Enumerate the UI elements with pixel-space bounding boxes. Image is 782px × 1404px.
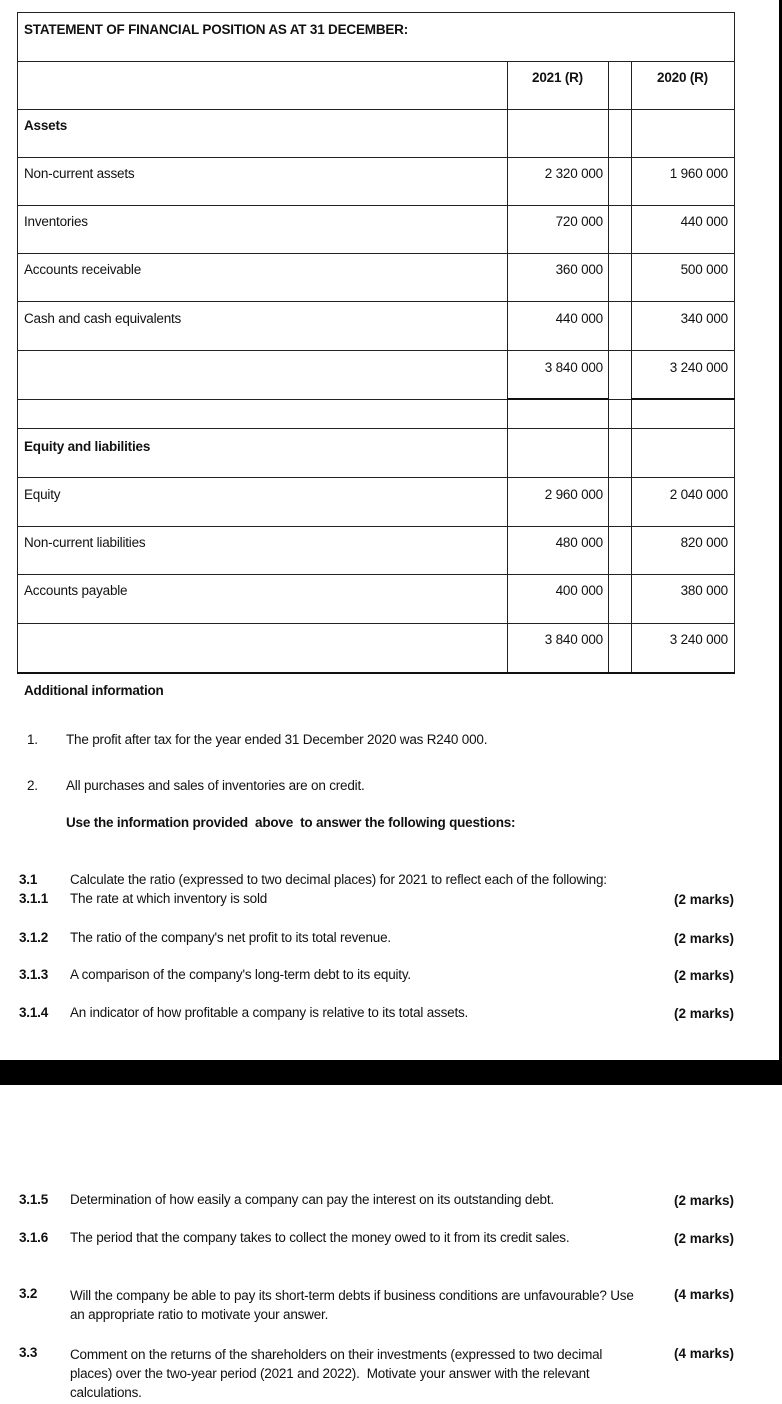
- total-equity-liabilities-2020: 3 240 000: [669, 632, 728, 647]
- row-label: Accounts payable: [24, 583, 128, 598]
- question-number: 3.1.5: [19, 1192, 49, 1207]
- row-line: [17, 526, 735, 527]
- marks-label: (2 marks): [673, 1231, 734, 1246]
- question-line: an appropriate ratio to motivate your answer.: [70, 1307, 329, 1322]
- total-assets-2021: 3 840 000: [544, 360, 603, 375]
- value-2021: 720 000: [555, 214, 603, 229]
- question-number: 3.1.4: [19, 1005, 49, 1020]
- question-text: The rate at which inventory is sold: [70, 891, 268, 906]
- question-number: 3.1.3: [19, 967, 49, 982]
- additional-info-heading: Additional information: [24, 683, 164, 698]
- value-2021: 2 320 000: [544, 166, 603, 181]
- question-number: 3.1.1: [19, 891, 49, 906]
- value-2020: 2 040 000: [669, 487, 728, 502]
- row-label: Accounts receivable: [24, 262, 142, 277]
- marks-label: (2 marks): [673, 931, 734, 946]
- marks-label: (2 marks): [673, 968, 734, 983]
- question-text: [70, 1345, 602, 1402]
- question-text: [70, 1286, 634, 1324]
- value-2021: 360 000: [555, 262, 603, 277]
- question-text: The ratio of the company's net profit to its total revenue.: [70, 930, 391, 945]
- row-label: Inventories: [24, 214, 88, 229]
- list-item-text: All purchases and sales of inventories are on credit.: [66, 778, 365, 793]
- marks-label: (2 marks): [673, 1193, 734, 1208]
- row-line: [17, 623, 735, 624]
- question-number: 3.1.2: [19, 930, 49, 945]
- row-line: [17, 428, 735, 429]
- value-2021: 2 960 000: [544, 487, 603, 502]
- question-line: places) over the two-year period (2021 and 2022). Motivate your answer with the relevant: [70, 1366, 590, 1381]
- question-line: calculations.: [70, 1385, 142, 1400]
- row-line: [17, 205, 735, 206]
- value-2020: 340 000: [680, 311, 728, 326]
- statement-title: STATEMENT OF FINANCIAL POSITION AS AT 31 DECEMBER:: [24, 22, 409, 37]
- table-bottom-border: [17, 672, 735, 674]
- value-2021: 440 000: [555, 311, 603, 326]
- row-line: [17, 253, 735, 254]
- row-line: [17, 477, 735, 478]
- column-header-2021: 2021 (R): [532, 70, 583, 85]
- instruction-text: Use the information provided above to answer the following questions:: [66, 815, 516, 830]
- row-line: [17, 574, 735, 575]
- row-line: [17, 109, 735, 110]
- question-text: An indicator of how profitable a company is relative to its total assets.: [70, 1005, 469, 1020]
- row-label-equity-liabilities: Equity and liabilities: [24, 439, 151, 454]
- row-label: Cash and cash equivalents: [24, 311, 182, 326]
- total-equity-liabilities-2021: 3 840 000: [544, 632, 603, 647]
- value-2020: 380 000: [680, 583, 728, 598]
- question-number: 3.2: [19, 1286, 38, 1301]
- value-2021: 400 000: [555, 583, 603, 598]
- question-number: 3.1.6: [19, 1230, 49, 1245]
- row-label: Equity: [24, 487, 61, 502]
- row-line: [17, 301, 735, 302]
- question-text: A comparison of the company's long-term debt to its equity.: [70, 967, 411, 982]
- value-2020: 820 000: [680, 535, 728, 550]
- page-break-bar: [0, 1060, 782, 1085]
- value-2020: 500 000: [680, 262, 728, 277]
- total-underline-2021: [507, 398, 609, 400]
- list-item-number: 1.: [27, 732, 38, 747]
- question-number: 3.3: [19, 1345, 38, 1360]
- question-number: 3.1: [19, 872, 38, 887]
- row-label: Non-current liabilities: [24, 535, 146, 550]
- total-assets-2020: 3 240 000: [669, 360, 728, 375]
- question-text: Determination of how easily a company can pay the interest on its outstanding debt.: [70, 1192, 554, 1207]
- list-item-number: 2.: [27, 778, 38, 793]
- table-top-border: [17, 12, 735, 13]
- question-text: The period that the company takes to collect the money owed to it from its credit sales.: [70, 1230, 570, 1245]
- value-2020: 1 960 000: [669, 166, 728, 181]
- marks-label: (2 marks): [673, 1006, 734, 1021]
- row-label: Non-current assets: [24, 166, 135, 181]
- row-line: [17, 399, 735, 400]
- question-line: Will the company be able to pay its short-term debts if business conditions are unfavourable? Use: [70, 1288, 634, 1303]
- value-2020: 440 000: [680, 214, 728, 229]
- row-line: [17, 157, 735, 158]
- marks-label: (4 marks): [673, 1287, 734, 1302]
- row-line: [17, 350, 735, 351]
- marks-label: (2 marks): [673, 892, 734, 907]
- marks-label: (4 marks): [673, 1346, 734, 1361]
- list-item-text: The profit after tax for the year ended 31 December 2020 was R240 000.: [66, 732, 488, 747]
- question-line: Comment on the returns of the shareholders on their investments (expressed to two decimal: [70, 1347, 603, 1362]
- header-separator: [17, 61, 735, 62]
- value-2021: 480 000: [555, 535, 603, 550]
- question-text: Calculate the ratio (expressed to two decimal places) for 2021 to reflect each of the following:: [70, 872, 607, 887]
- col-2021-right: [608, 61, 609, 674]
- total-underline-2020: [631, 398, 735, 400]
- row-label-assets: Assets: [24, 118, 68, 133]
- column-header-2020: 2020 (R): [657, 70, 708, 85]
